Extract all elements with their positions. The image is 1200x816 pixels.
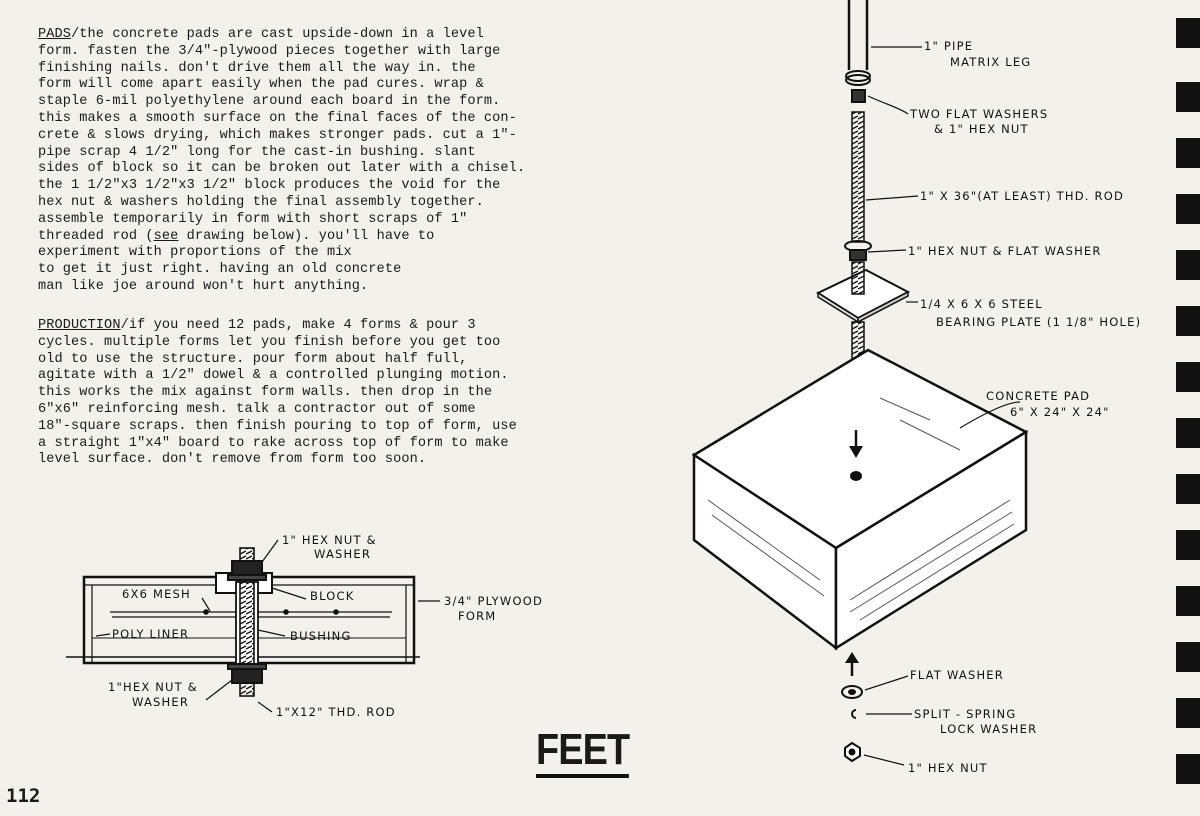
label-lock-washer-2: LOCK WASHER	[940, 722, 1038, 736]
pads-line: man like joe around won't hurt anything.	[38, 278, 369, 294]
production-line: a straight 1"x4" board to rake across top of form to make	[38, 435, 509, 451]
production-line: cycles. multiple forms let you finish before you get too	[38, 334, 501, 350]
label-hex-nut-bottom-2: WASHER	[132, 695, 190, 709]
label-concrete-pad-2: 6" X 24" X 24"	[1010, 405, 1110, 419]
hex-nut-top-shape	[232, 561, 262, 575]
pads-line: threaded rod (	[38, 228, 154, 244]
washer-top-shape	[228, 575, 266, 580]
label-hex-nut-top: 1" HEX NUT &	[282, 533, 377, 547]
pad-hole	[851, 472, 861, 480]
label-plywood-2: FORM	[458, 609, 497, 623]
hex-nut-top-icon	[852, 90, 865, 102]
label-hex-nut: 1" HEX NUT	[908, 761, 988, 775]
label-washers: TWO FLAT WASHERS	[910, 107, 1049, 121]
label-hex-nut-bottom: 1"HEX NUT &	[108, 680, 198, 694]
label-block: BLOCK	[310, 589, 355, 603]
pads-line: pipe scrap 4 1/2" long for the cast-in bushing. slant	[38, 144, 476, 160]
section-title: FEET	[536, 726, 629, 778]
label-pipe: 1" PIPE	[924, 39, 974, 53]
label-thread-rod: 1"X12" THD. ROD	[276, 705, 396, 719]
production-line: old to use the structure. pour form about half full,	[38, 351, 468, 367]
pads-lead: PADS	[38, 27, 72, 42]
pads-line: sides of block so it can be broken out later with a chisel.	[38, 161, 526, 177]
pads-line: the 1 1/2"x3 1/2"x3 1/2" block produces the void for the	[38, 178, 501, 194]
label-concrete-pad: CONCRETE PAD	[986, 389, 1091, 403]
production-line: this works the mix against form walls. then drop in the	[38, 385, 493, 401]
label-pipe-2: MATRIX LEG	[950, 55, 1032, 69]
production-line: agitate with a 1/2" dowel & a controlled plunging motion.	[38, 368, 509, 384]
pads-line: form. fasten the 3/4"-plywood pieces together with large	[38, 43, 501, 59]
production-line: level surface. don't remove from form too soon.	[38, 452, 427, 468]
page-number: 112	[6, 785, 41, 807]
label-flat-washer: FLAT WASHER	[910, 668, 1004, 682]
pads-line: finishing nails. don't drive them all the way in. the	[38, 60, 476, 76]
label-hex-nut-top-2: WASHER	[314, 547, 372, 561]
label-bushing: BUSHING	[290, 629, 352, 643]
pads-line: to get it just right. having an old concrete	[38, 262, 402, 278]
pads-line: this makes a smooth surface on the final faces of the con-	[38, 110, 517, 126]
label-lock-washer: SPLIT - SPRING	[914, 707, 1017, 721]
thread-rod-upper	[852, 112, 864, 242]
production-lead: PRODUCTION	[38, 318, 121, 333]
pads-line: /the concrete pads are cast upside-down in a level	[71, 27, 484, 42]
label-mesh: 6X6 MESH	[122, 587, 191, 601]
label-steel-plate-2: BEARING PLATE (1 1/8" HOLE)	[936, 315, 1142, 329]
pads-line: form will come apart easily when the pad cures. wrap &	[38, 77, 484, 93]
label-washers-2: & 1" HEX NUT	[934, 122, 1029, 136]
pads-line: crete & slows drying, which makes stronger pads. cut a 1"-	[38, 127, 517, 143]
pads-line: experiment with proportions of the mix	[38, 245, 352, 261]
production-line: 18"-square scraps. then finish pouring to top of form, use	[38, 418, 517, 434]
form-diagram-labels	[108, 533, 543, 719]
label-poly-liner: POLY LINER	[112, 627, 190, 641]
pads-line: hex nut & washers holding the final assembly together.	[38, 194, 484, 210]
label-hex-nut-flat-washer: 1" HEX NUT & FLAT WASHER	[908, 244, 1102, 258]
label-steel-plate: 1/4 X 6 X 6 STEEL	[920, 297, 1043, 311]
lock-washer-icon	[852, 710, 856, 718]
hex-nut-bottom-shape	[232, 669, 262, 683]
see-link: see	[153, 228, 179, 244]
label-thread-rod-36: 1" X 36"(AT LEAST) THD. ROD	[920, 189, 1125, 203]
production-line: 6"x6" reinforcing mesh. talk a contractor out of some	[38, 401, 476, 417]
pads-line: drawing below). you'll have to	[178, 228, 435, 244]
production-line: /if you need 12 pads, make 4 forms & pour 3	[120, 318, 476, 333]
label-plywood: 3/4" PLYWOOD	[444, 594, 544, 608]
pads-line: staple 6-mil polyethylene around each board in the form.	[38, 94, 501, 110]
pads-line: assemble temporarily in form with short scraps of 1"	[38, 211, 468, 227]
